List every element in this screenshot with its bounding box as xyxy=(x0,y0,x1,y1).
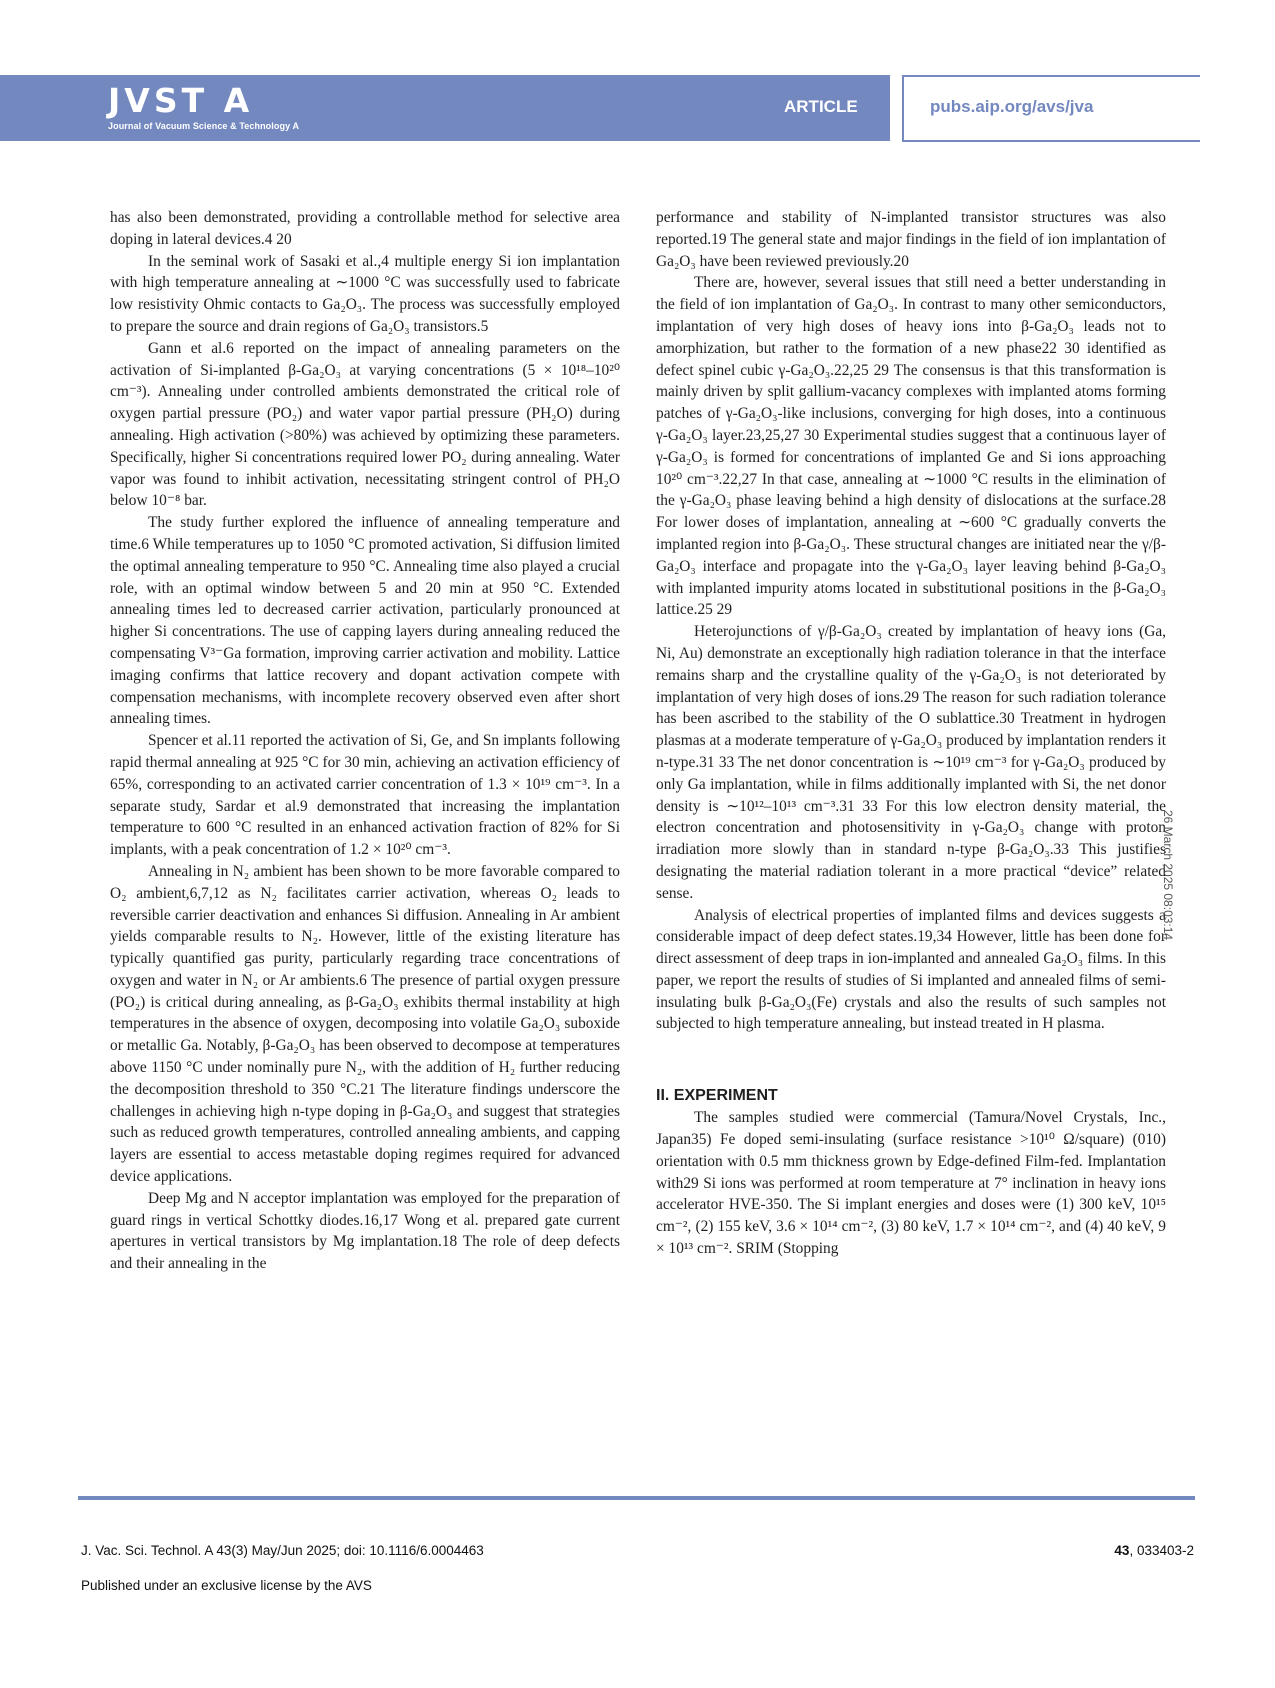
section-heading: II. EXPERIMENT xyxy=(656,1087,778,1105)
paragraph: has also been demonstrated, providing a controllable method for selective area doping in lateral devices.4 20 xyxy=(110,209,620,248)
footer-license: Published under an exclusive license by the AVS xyxy=(81,1578,372,1593)
download-timestamp: 26 March 2025 08:03:14 xyxy=(1161,810,1175,941)
right-column xyxy=(656,207,1166,1260)
paragraph: Analysis of electrical properties of implanted films and devices suggests a considerable impact of deep defect states.19,34 However, little has been done for direct assessment of deep traps in ion-implanted and annealed Ga₂O₃ films. In this paper, we report the results of studies of Si implanted and annealed films of semi-insulating bulk β-Ga₂O₃(Fe) crystals and also the results of such samples not subjected to high temperature annealing, but instead treated in H plasma. xyxy=(656,906,1166,1033)
paragraph: Deep Mg and N acceptor implantation was employed for the preparation of guard rings in vertical Schottky diodes.16,17 Wong et al. prepared gate current apertures in vertical transistors by Mg implantation.18 The role of deep defects and their annealing in the xyxy=(110,1189,620,1273)
journal-url-link[interactable]: pubs.aip.org/avs/jva xyxy=(930,97,1094,116)
paragraph: There are, however, several issues that still need a better understanding in the field of ion implantation of Ga₂O₃. In contrast to many other semiconductors, implantation of very high doses of heavy ions into β-Ga₂O₃ leads not to amorphization, but rather to the formation of a new phase22 30 identified as defect spinel cubic γ-Ga₂O₃.22,25 29 The consensus is that this transformation is mainly driven by split gallium-vacancy complexes with implanted atoms forming patches of γ-Ga₂O₃-like inclusions, converging for high doses, into a continuous γ-Ga₂O₃ layer.23,25,27 30 Experimental studies suggest that a continuous layer of γ-Ga₂O₃ is formed for concentrations of implanted Ge and Si ions approaching 10²⁰ cm⁻³.22,27 In that case, annealing at ∼1000 °C results in the elimination of the γ-Ga₂O₃ phase leaving behind a high density of dislocations at the surface.28 For lower doses of implantation, annealing at ∼600 °C gradually converts the implanted region into β-Ga₂O₃. These structural changes are initiated near the γ/β-Ga₂O₃ interface and propagate into the γ-Ga₂O₃ layer leaving behind β-Ga₂O₃ with implanted impurity atoms located in substitutional positions in the β-Ga₂O₃ lattice.25 29 xyxy=(656,274,1166,619)
paragraph: In the seminal work of Sasaki et al.,4 multiple energy Si ion implantation with high temperature annealing at ∼1000 °C was successfully used to fabricate low resistivity Ohmic contacts to Ga₂O₃. The process was successfully employed to prepare the source and drain regions of Ga₂O₃ transistors.5 xyxy=(110,252,620,335)
paragraph: Gann et al.6 reported on the impact of annealing parameters on the activation of Si-implanted β-Ga₂O₃ at varying concentrations (5 × 10¹⁸–10²⁰ cm⁻³). Annealing under controlled ambients demonstrated the critical role of oxygen partial pressure (PO₂) and water vapor partial pressure (PH₂O) during annealing. High activation (>80%) was achieved by optimizing these parameters. Specifically, higher Si concentrations required lower PO₂ during annealing. Water vapor was found to inhibit activation, necessitating stringent control of PH₂O below 10⁻⁸ bar. xyxy=(110,339,620,510)
paragraph: Annealing in N₂ ambient has been shown to be more favorable compared to O₂ ambient,6,7,12 as N₂ facilitates carrier activation, whereas O₂ leads to reversible carrier deactivation and enhances Si diffusion. Annealing in Ar ambient yields comparable results to N₂. However, little of the existing literature has typically quantified gas purity, particularly regarding trace concentrations of oxygen and water in N₂ or Ar ambients.6 The presence of partial oxygen pressure (PO₂) is critical during annealing, as β-Ga₂O₃ exhibits thermal instability at high temperatures in the absence of oxygen, decomposing into volatile Ga₂O₃ suboxide or metallic Ga. Notably, β-Ga₂O₃ has been observed to decompose at temperatures above 1150 °C under nominally pure N₂, with the addition of H₂ further reducing the decomposition threshold to 350 °C.21 The literature findings underscore the challenges in achieving high n-type doping in β-Ga₂O₃ and suggest that strategies such as reduced growth temperatures, controlled annealing ambients, and capping layers are essential to access metastable doping regimes required for advanced device applications. xyxy=(110,862,620,1186)
paragraph: The study further explored the influence of annealing temperature and time.6 While temperatures up to 1050 °C promoted activation, Si diffusion limited the optimal annealing temperature to 950 °C. Annealing time also played a crucial role, with an optimal window between 5 and 20 min at 950 °C. Extended annealing times led to decreased carrier activation, particularly pronounced at higher Si concentrations. The use of capping layers during annealing reduced the compensating V³⁻Ga formation, improving carrier activation and mobility. Lattice imaging confirms that lattice recovery and dopant activation compete with compensation mechanisms, with incomplete recovery observed even after short annealing times. xyxy=(110,514,620,728)
article-type-label: ARTICLE xyxy=(784,97,858,116)
footer-page-number xyxy=(1114,1543,1194,1558)
journal-logo: JVST A xyxy=(108,81,254,120)
paragraph: performance and stability of N-implanted transistor structures was also reported.19 The general state and major findings in the field of ion implantation of Ga₂O₃ have been reviewed previously.20 xyxy=(656,209,1166,270)
footer-page: , 033403-2 xyxy=(1129,1543,1194,1558)
footer-citation: J. Vac. Sci. Technol. A 43(3) May/Jun 2025; doi: 10.1116/6.0004463 xyxy=(81,1543,484,1558)
journal-full-name: Journal of Vacuum Science & Technology A xyxy=(108,121,300,131)
paragraph: The samples studied were commercial (Tamura/Novel Crystals, Inc., Japan35) Fe doped semi-insulating (surface resistance >10¹⁰ Ω/square) (010) orientation with 0.5 mm thickness grown by Edge-defined Film-fed. Implantation with29 Si ions was performed at room temperature at 7° inclination in heavy ions accelerator HVE-350. The Si implant energies and doses were (1) 300 keV, 10¹⁵ cm⁻², (2) 155 keV, 3.6 × 10¹⁴ cm⁻², (3) 80 keV, 1.7 × 10¹⁴ cm⁻², and (4) 40 keV, 9 × 10¹³ cm⁻². SRIM (Stopping xyxy=(656,1109,1166,1258)
footer-rule xyxy=(78,1496,1195,1500)
paragraph: Heterojunctions of γ/β-Ga₂O₃ created by implantation of heavy ions (Ga, Ni, Au) demonstrate an exceptionally high radiation tolerance in that the interface remains sharp and the crystalline quality of the γ-Ga₂O₃ is not deteriorated by implantation of very high doses of ions.29 The reason for such radiation tolerance has been ascribed to the stability of the O sublattice.30 Treatment in hydrogen plasmas at a moderate temperature of γ-Ga₂O₃ produced by implantation renders it n-type.31 33 The net donor concentration is ∼10¹⁹ cm⁻³ for γ-Ga₂O₃ produced by only Ga implantation, while in films additionally implanted with Si, the net donor density is ∼10¹²–10¹³ cm⁻³.31 33 For this low electron density material, the electron concentration and photosensitivity in γ-Ga₂O₃ change with proton irradiation more slowly than in standard n-type β-Ga₂O₃.33 This justifies designating the material radiation tolerant in a more practical “device” related sense. xyxy=(656,623,1166,902)
footer-volume: 43 xyxy=(1114,1543,1130,1558)
paragraph: Spencer et al.11 reported the activation of Si, Ge, and Sn implants following rapid thermal annealing at 925 °C for 30 min, achieving an activation efficiency of 65%, corresponding to an activated carrier concentration of 1.3 × 10¹⁹ cm⁻³. In a separate study, Sardar et al.9 demonstrated that increasing the implantation temperature to 600 °C resulted in an enhanced activation fraction of 82% for Si implants, with a peak concentration of 1.2 × 10²⁰ cm⁻³. xyxy=(110,732,620,859)
left-column xyxy=(110,207,620,1275)
